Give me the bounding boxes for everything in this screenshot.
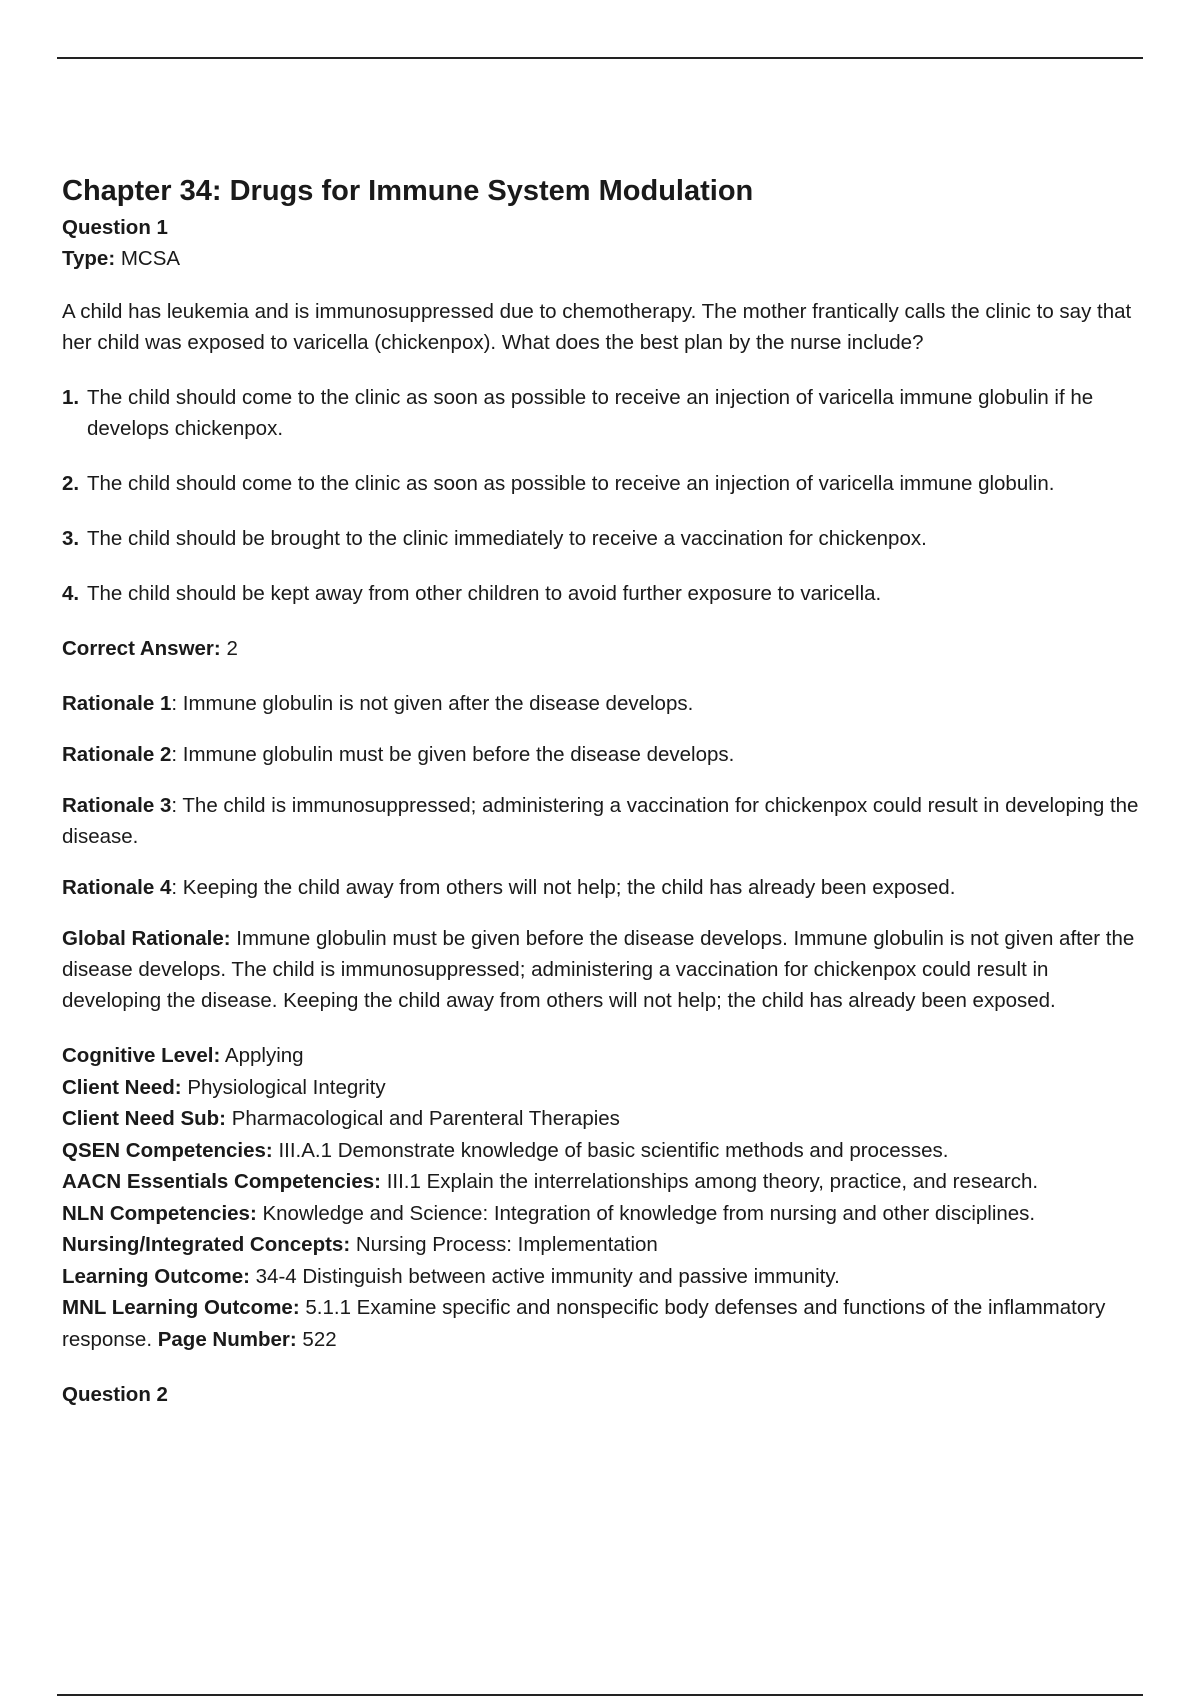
nursing-concepts [62,1229,1147,1261]
meta-value: 34-4 Distinguish between active immunity and passive immunity. [255,1264,840,1288]
meta-value: Physiological Integrity [187,1075,386,1099]
meta-value: Applying [224,1044,304,1067]
chapter-title: Chapter 34: Drugs for Immune System Modulation [62,175,754,207]
meta-value: 5.1.1 Examine specific and nonspecific body defenses and functions of the inflammatory response. [62,1296,1106,1351]
option-3 [62,523,1147,554]
rationale-2 [62,739,1147,770]
meta-label: Nursing/Integrated Concepts: [62,1233,351,1256]
meta-label: MNL Learning Outcome: [62,1296,300,1319]
rationale-label: Rationale 2 [62,743,172,766]
question-label: Question 1 [62,216,168,239]
option-1 [62,382,1147,444]
global-rationale [62,923,1147,1016]
client-need-sub [62,1103,1147,1135]
option-number: 1. [62,386,80,409]
type-label: Type: [62,247,116,270]
meta-value: III.1 Explain the interrelationships among theory, practice, and research. [386,1170,1039,1193]
aacn-competencies [62,1166,1147,1198]
page-content [62,172,1147,1410]
nln-competencies [62,1198,1147,1230]
option-text: The child should be brought to the clinic immediately to receive a vaccination for chickenpox. [87,527,927,550]
option-2 [62,468,1147,499]
meta-label: NLN Competencies: [62,1201,257,1225]
question-stem: A child has leukemia and is immunosuppressed due to chemotherapy. The mother frantically calls the clinic to say that her child was exposed to varicella (chickenpox). What does the best plan by the nurse include? [62,300,1132,354]
rationale-text: : Immune globulin must be given before the disease develops. [171,743,735,766]
learning-outcome [62,1261,1147,1293]
top-rule [57,57,1143,59]
option-text: The child should come to the clinic as soon as possible to receive an injection of varicella immune globulin if he develops chickenpox. [87,386,1094,440]
bottom-rule [57,1694,1143,1696]
meta-label: Client Need Sub: [62,1107,227,1130]
meta-value: Nursing Process: Implementation [355,1233,658,1256]
option-number: 4. [62,582,80,605]
correct-answer [62,633,1147,664]
question-type [62,243,1147,274]
correct-answer-label: Correct Answer: [62,637,221,660]
correct-answer-value: 2 [226,637,238,660]
page-number-value: 522 [302,1327,337,1351]
meta-label: Cognitive Level: [62,1044,221,1067]
meta-label: Client Need: [62,1075,182,1099]
rationale-text: : The child is immunosuppressed; administering a vaccination for chickenpox could result in developing the disease. [62,794,1139,848]
option-text: The child should come to the clinic as soon as possible to receive an injection of varicella immune globulin. [87,472,1055,495]
rationale-4 [62,872,1147,903]
rationale-label: Rationale 4 [62,876,172,899]
rationale-3 [62,790,1147,852]
rationale-label: Rationale 1 [62,692,172,715]
rationale-1 [62,688,1147,719]
option-text: The child should be kept away from other children to avoid further exposure to varicella. [87,582,882,605]
mnl-learning-outcome [62,1292,1147,1355]
global-rationale-label: Global Rationale: [62,927,231,950]
rationale-text: : Immune globulin is not given after the disease develops. [171,692,694,715]
question-metadata [62,1040,1147,1355]
meta-value: III.A.1 Demonstrate knowledge of basic scientific methods and processes. [278,1138,949,1162]
qsen-competencies [62,1135,1147,1167]
cognitive-level [62,1040,1147,1072]
global-rationale-text: Immune globulin must be given before the disease develops. Immune globulin is not given after the disease develops. The child is immunosuppressed; administering a vaccination for chickenpox could result in developing the disease. Keeping the child away from others will not help; the child has already been exposed. [62,927,1135,1012]
next-question-label: Question 2 [62,1383,168,1406]
meta-value: Pharmacological and Parenteral Therapies [231,1107,620,1130]
rationale-text: : Keeping the child away from others will not help; the child has already been exposed. [171,876,956,899]
meta-label: AACN Essentials Competencies: [62,1170,381,1193]
rationale-label: Rationale 3 [62,794,172,817]
page-number-label: Page Number: [157,1327,297,1351]
type-value: MCSA [120,247,181,270]
meta-label: QSEN Competencies: [62,1138,273,1162]
client-need [62,1072,1147,1104]
option-4 [62,578,1147,609]
option-number: 3. [62,527,80,550]
meta-value: Knowledge and Science: Integration of knowledge from nursing and other disciplines. [262,1201,1036,1225]
meta-label: Learning Outcome: [62,1264,250,1288]
option-number: 2. [62,472,80,495]
